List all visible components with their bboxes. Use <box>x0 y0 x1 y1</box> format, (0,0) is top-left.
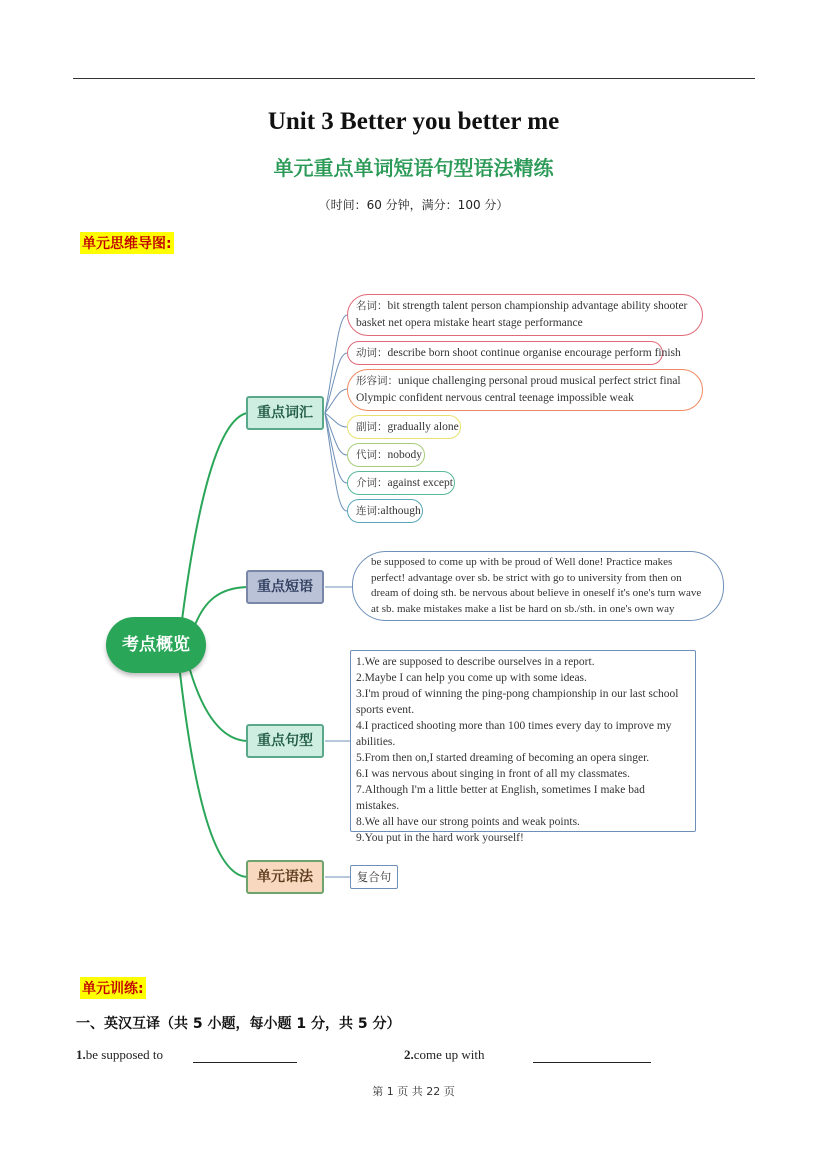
page-title: Unit 3 Better you better me <box>267 108 560 135</box>
part1-heading: 一、英汉互译（共 5 小题，每小题 1 分，共 5 分） <box>76 1016 401 1032</box>
sentence-item: 5.From then on,I started dreaming of becoming an opera singer. <box>356 752 650 764</box>
vocab-adj-label: 形容词： <box>356 375 398 387</box>
section-mindmap-label: 单元思维导图: <box>80 232 174 254</box>
vocab-noun-label: 名词： <box>356 300 388 312</box>
sentence-item: 9.You put in the hard work yourself! <box>356 832 524 844</box>
sentence-item: 2.Maybe I can help you come up with some ideas. <box>356 672 587 684</box>
vocab-noun <box>347 294 703 336</box>
answer-blank-1[interactable] <box>193 1062 297 1063</box>
branch-phrases: 重点短语 <box>246 570 324 604</box>
vocab-prep-text: against except <box>387 477 453 489</box>
answer-blank-2[interactable] <box>533 1062 651 1063</box>
vocab-pron <box>347 443 425 467</box>
question-2-text: come up with <box>413 1047 485 1062</box>
page-subtitle: 单元重点单词短语句型语法精练 <box>273 156 554 180</box>
question-1 <box>76 1047 163 1063</box>
connector-vocab-adv <box>325 413 347 427</box>
vocab-adv <box>347 415 461 439</box>
vocab-adv-text: gradually alone <box>387 421 459 433</box>
connector-root-sentences <box>190 670 247 741</box>
grammar-item: 复合句 <box>350 865 398 889</box>
branch-sentences: 重点句型 <box>246 724 324 758</box>
question-1-text: be supposed to <box>85 1047 164 1062</box>
sentence-item: 1.We are supposed to describe ourselves in a report. <box>356 656 595 668</box>
question-2-number: 2. <box>404 1047 414 1062</box>
sentence-item: 6.I was nervous about singing in front of all my classmates. <box>356 768 631 780</box>
vocab-verb-text: describe born shoot continue organise encourage perform finish <box>387 347 681 359</box>
vocab-pron-label: 代词： <box>356 449 388 461</box>
page-footer: 第 1 页 共 22 页 <box>372 1085 455 1098</box>
vocab-noun-text: bit strength talent person championship advantage ability shooter basket net opera mistake heart stage performance <box>356 300 688 329</box>
vocab-pron-text: nobody <box>387 449 422 461</box>
sentence-item: 4.I practiced shooting more than 100 times every day to improve my abilities. <box>356 720 672 748</box>
connector-root-grammar <box>180 673 247 877</box>
connector-root-phrases <box>195 587 247 625</box>
connector-vocab-noun <box>325 315 347 413</box>
mindmap-root: 考点概览 <box>106 617 206 673</box>
vocab-adj <box>347 369 703 411</box>
vocab-adj-text: unique challenging personal proud musical perfect strict final Olympic confident nervous central teenage impossible weak <box>356 375 681 404</box>
vocab-adv-label: 副词： <box>356 421 388 433</box>
question-2 <box>404 1047 485 1063</box>
vocab-prep <box>347 471 455 495</box>
connector-vocab-verb <box>325 353 347 413</box>
sentence-item: 7.Although I'm a little better at English, sometimes I make bad mistakes. <box>356 784 645 812</box>
vocab-verb-label: 动词： <box>356 347 388 359</box>
section-training-label: 单元训练: <box>80 977 146 999</box>
sentence-item: 3.I'm proud of winning the ping-pong championship in our last school sports event. <box>356 688 679 716</box>
question-1-number: 1. <box>76 1047 86 1062</box>
sentences-box <box>350 650 696 844</box>
vocab-conj-label: 连词: <box>356 505 381 517</box>
vocab-verb <box>347 341 681 365</box>
vocab-prep-label: 介词： <box>356 477 388 489</box>
sentence-item: 8.We all have our strong points and weak points. <box>356 816 580 828</box>
time-note: （时间：60 分钟，满分：100 分） <box>318 198 509 212</box>
branch-vocab: 重点词汇 <box>246 396 324 430</box>
phrases-box: be supposed to come up with be proud of Well done! Practice makes perfect! advantage over sb. be strict with go to university from then on dream of doing sth. be nervous about believe in oneself it's one's turn wave at sb. make mistakes make a list be hard on sb./sth. in one's own way <box>352 551 724 621</box>
vocab-conj-text: although <box>380 505 421 517</box>
vocab-conj <box>347 499 423 523</box>
branch-grammar: 单元语法 <box>246 860 324 894</box>
